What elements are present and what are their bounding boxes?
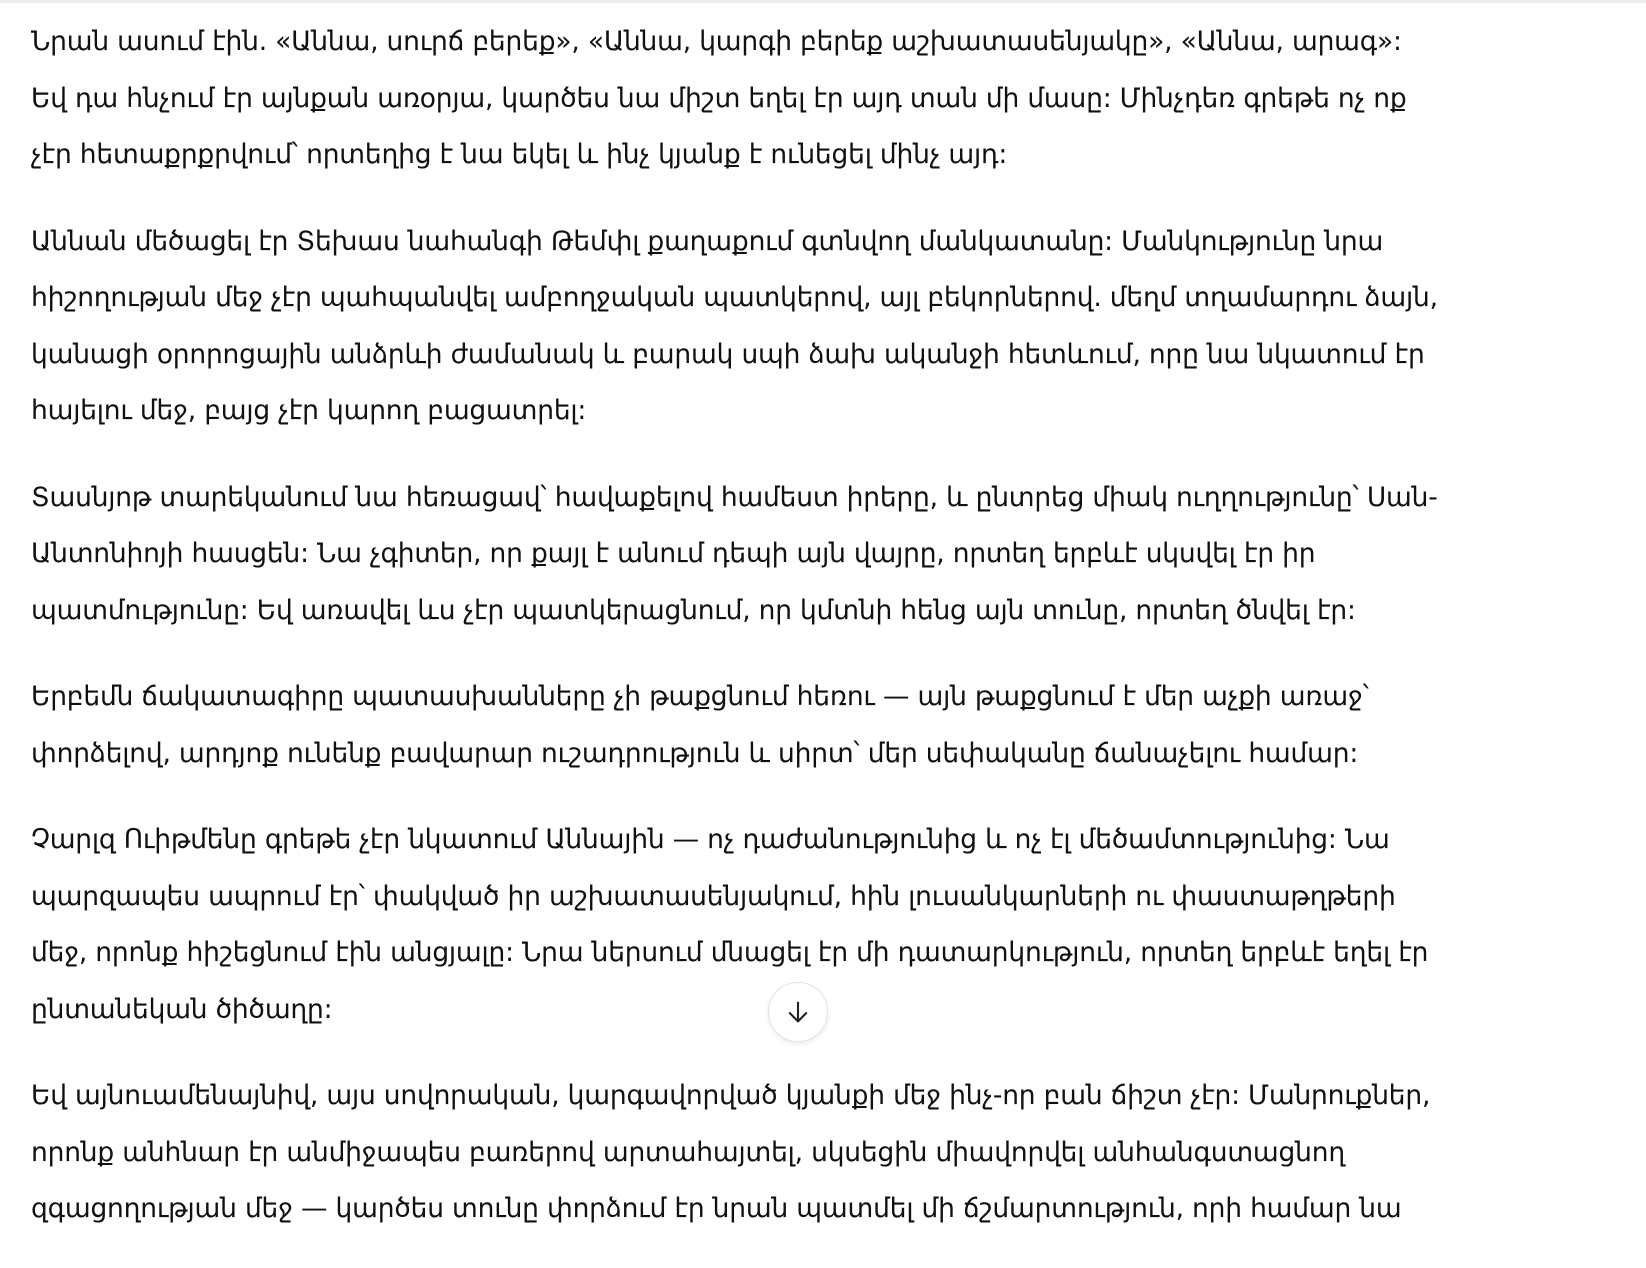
paragraph-2	[31, 214, 1621, 440]
text-line: հայելու մեջ, բայց չէր կարող բացատրել:	[31, 395, 587, 426]
text-line: Չարլզ Ուիթմենը գրեթե չէր նկատում Աննային — ոչ դաժանությունից և ոչ էլ մեծամտությունից: Նա	[31, 824, 1390, 855]
text-line: Երբեմն ճակատագիրը պատասխանները չի թաքցնում հեռու — այն թաքցնում է մեր աչքի առաջ՝	[31, 681, 1369, 712]
text-line: հիշողության մեջ չէր պահպանվել ամբողջական պատկերով, այլ բեկորներով. մեղմ տղամարդու ձայն,	[31, 282, 1438, 313]
paragraph-4	[31, 669, 1621, 782]
scroll-to-bottom-button[interactable]	[768, 982, 828, 1042]
text-line: կանացի օրորոցային անձրևի ժամանակ և բարակ սպի ձախ ականջի հետևում, որը նա նկատում էր	[31, 338, 1425, 370]
text-line: Եվ այնուամենայնիվ, այս սովորական, կարգավորված կյանքի մեջ ինչ-որ բան ճիշտ չէր: Մանրուքներ,	[31, 1080, 1431, 1111]
text-line: փորձելով, արդյոք ունենք բավարար ուշադրություն և սիրտ՝ մեր սեփականը ճանաչելու համար:	[31, 737, 1359, 769]
text-line: ընտանեկան ծիծաղը:	[31, 993, 333, 1025]
top-divider	[0, 0, 1646, 3]
text-line: զգացողության մեջ — կարծես տունը փորձում էր նրան պատմել մի ճշմարտություն, որի համար նա	[31, 1193, 1402, 1224]
text-line: Տասնյոթ տարեկանում նա հեռացավ՝ հավաքելով համեստ իրերը, և ընտրեց միակ ուղղությունը՝ Սան-	[31, 481, 1438, 513]
text-line: պարզապես ապրում էր՝ փակված իր աշխատասենյակում, հին լուսանկարների ու փաստաթղթերի	[31, 880, 1396, 912]
text-line: Անտոնիոյի հասցեն: Նա չգիտեր, որ քայլ է անում դեպի այն վայրը, որտեղ երբևէ սկսվել էր իր	[31, 538, 1316, 569]
text-line: որոնք անհնար էր անմիջապես բառերով արտահայտել, սկսեցին միավորվել անհանգստացնող	[31, 1136, 1345, 1168]
message-content	[31, 14, 1621, 1268]
arrow-down-icon	[784, 998, 812, 1026]
paragraph-1	[31, 14, 1621, 184]
text-line: Աննան մեծացել էր Տեխաս նահանգի Թեմփլ քաղաքում գտնվող մանկատանը: Մանկությունը նրա	[31, 225, 1384, 257]
text-line: մեջ, որոնք հիշեցնում էին անցյալը: Նրա ներսում մնացել էր մի դատարկություն, որտեղ երբևէ եղել էր	[31, 937, 1429, 968]
paragraph-3	[31, 470, 1621, 640]
text-line: Եվ դա հնչում էր այնքան առօրյա, կարծես նա միշտ եղել էր այդ տան մի մասը: Մինչդեռ գրեթե ոչ ոք	[31, 82, 1407, 114]
text-line: Նրան ասում էին. «Աննա, սուրճ բերեք», «Աննա, կարգի բերեք աշխատասենյակը», «Աննա, արագ»:	[31, 26, 1402, 57]
text-line: չէր հետաքրքրվում՝ որտեղից է նա եկել և ինչ կյանք է ունեցել մինչ այդ:	[31, 139, 1008, 170]
text-line: պատմությունը: Եվ առավել ևս չէր պատկերացնում, որ կմտնի հենց այն տունը, որտեղ ծնվել էր:	[31, 594, 1356, 626]
paragraph-6	[31, 1068, 1621, 1238]
